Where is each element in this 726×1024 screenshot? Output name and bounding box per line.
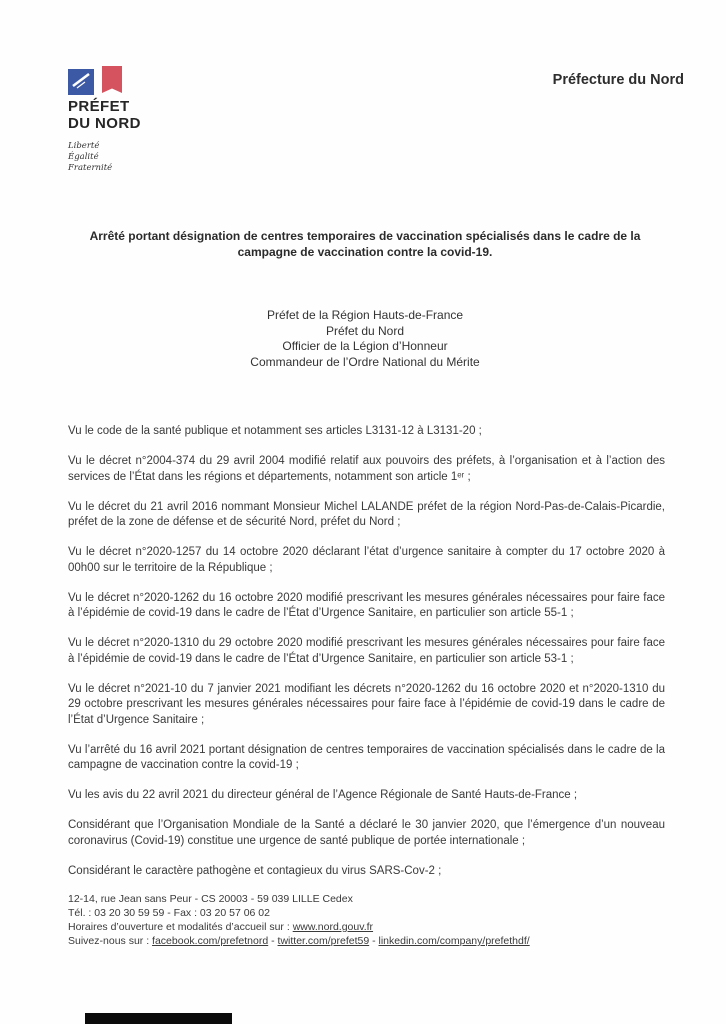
vu-paragraph: Vu le code de la santé publique et notamment ses articles L3131-12 à L3131-20 ; <box>68 425 482 437</box>
document-body <box>68 424 665 894</box>
prefecture-label: Préfecture du Nord <box>552 72 684 88</box>
considerant-paragraph: Considérant que l’Organisation Mondiale de la Santé a déclaré le 30 janvier 2020, que l’émergence d’un nouveau coronavirus (Covid-19) constitue une urgence de santé publique de portée internationale ; <box>68 819 665 847</box>
link-separator: - <box>271 935 275 947</box>
vu-paragraph: Vu le décret n°2021-10 du 7 janvier 2021 modifiant les décrets n°2020-1262 du 16 octobre 2020 et n°2020-1310 du 29 octobre prescrivant les mesures générales nécessaires pour faire face à l’épidémie de covid-19 dans le cadre de l’État d’Urgence Sanitaire ; <box>68 682 665 726</box>
motto-liberte: Liberté <box>68 141 100 151</box>
footer-address: 12-14, rue Jean sans Peur - CS 20003 - 59 039 LILLE Cedex <box>68 893 353 905</box>
motto-egalite: Égalité <box>68 152 99 162</box>
logo-name-line2: DU NORD <box>68 115 141 132</box>
logo-name-line1: PRÉFET <box>68 98 130 115</box>
motto-fraternite: Fraternité <box>68 163 113 173</box>
linkedin-link[interactable]: linkedin.com/company/prefethdf/ <box>378 935 530 947</box>
prefet-logo <box>68 64 248 174</box>
authority-line: Officier de la Légion d’Honneur <box>282 339 448 353</box>
vu-paragraph: Vu l’arrêté du 16 avril 2021 portant désignation de centres temporaires de vaccination spécialisés dans le cadre de la campagne de vaccination contre la covid-19 ; <box>68 743 665 771</box>
vu-paragraph: Vu le décret n°2020-1257 du 14 octobre 2020 déclarant l’état d’urgence sanitaire à compter du 17 octobre 2020 à 00h00 sur le territoire de la République ; <box>68 546 665 574</box>
logo-motto <box>68 141 248 174</box>
vu-paragraph: Vu le décret du 21 avril 2016 nommant Monsieur Michel LALANDE préfet de la région Nord-Pas-de-Calais-Picardie, préfet de la zone de défense et de sécurité Nord, préfet du Nord ; <box>68 500 665 528</box>
french-flag-icon <box>68 64 126 96</box>
link-separator: - <box>372 935 376 947</box>
authority-line: Préfet du Nord <box>325 323 405 338</box>
facebook-link[interactable]: facebook.com/prefetnord <box>152 935 269 947</box>
footer-phone-fax: Tél. : 03 20 30 59 59 - Fax : 03 20 57 06 02 <box>68 907 270 919</box>
authority-line: Préfet de la Région Hauts-de-France <box>266 308 464 322</box>
document-title: Arrêté portant désignation de centres temporaires de vaccination spécialisés dans le cadre de la campagne de vaccination contre la covid-19. <box>89 229 641 259</box>
footer-hours-line <box>68 920 668 934</box>
authority-block <box>70 308 660 370</box>
vu-paragraph: Vu le décret n°2020-1310 du 29 octobre 2020 modifié prescrivant les mesures générales nécessaires pour faire face à l’épidémie de covid-19 dans le cadre de l’État d’Urgence Sanitaire, en particulier son article 53-1 ; <box>68 637 665 665</box>
nord-gouv-link[interactable]: www.nord.gouv.fr <box>292 921 374 933</box>
considerant-paragraph: Considérant le caractère pathogène et contagieux du virus SARS-Cov-2 ; <box>68 864 442 877</box>
vu-paragraph: Vu le décret n°2004-374 du 29 avril 2004 modifié relatif aux pouvoirs des préfets, à l’organisation et à l’action des services de l’État dans les régions et départements, notamment son article 1ᵉʳ ; <box>68 455 665 483</box>
vu-paragraph: Vu le décret n°2020-1262 du 16 octobre 2020 modifié prescrivant les mesures générales nécessaires pour faire face à l’épidémie de covid-19 dans le cadre de l’État d’Urgence Sanitaire, en particulier son article 55-1 ; <box>68 591 665 619</box>
logo-name <box>68 98 248 132</box>
document-footer <box>68 892 668 948</box>
vu-paragraph: Vu les avis du 22 avril 2021 du directeur général de l’Agence Régionale de Santé Hauts-de-France ; <box>68 789 578 801</box>
scan-artifact-bar <box>85 1013 232 1024</box>
footer-social-prefix: Suivez-nous sur : <box>68 935 150 947</box>
twitter-link[interactable]: twitter.com/prefet59 <box>277 935 370 947</box>
footer-hours-prefix: Horaires d’ouverture et modalités d’accueil sur : <box>68 921 290 933</box>
authority-line: Commandeur de l’Ordre National du Mérite <box>250 354 480 369</box>
footer-social-line <box>68 934 668 948</box>
